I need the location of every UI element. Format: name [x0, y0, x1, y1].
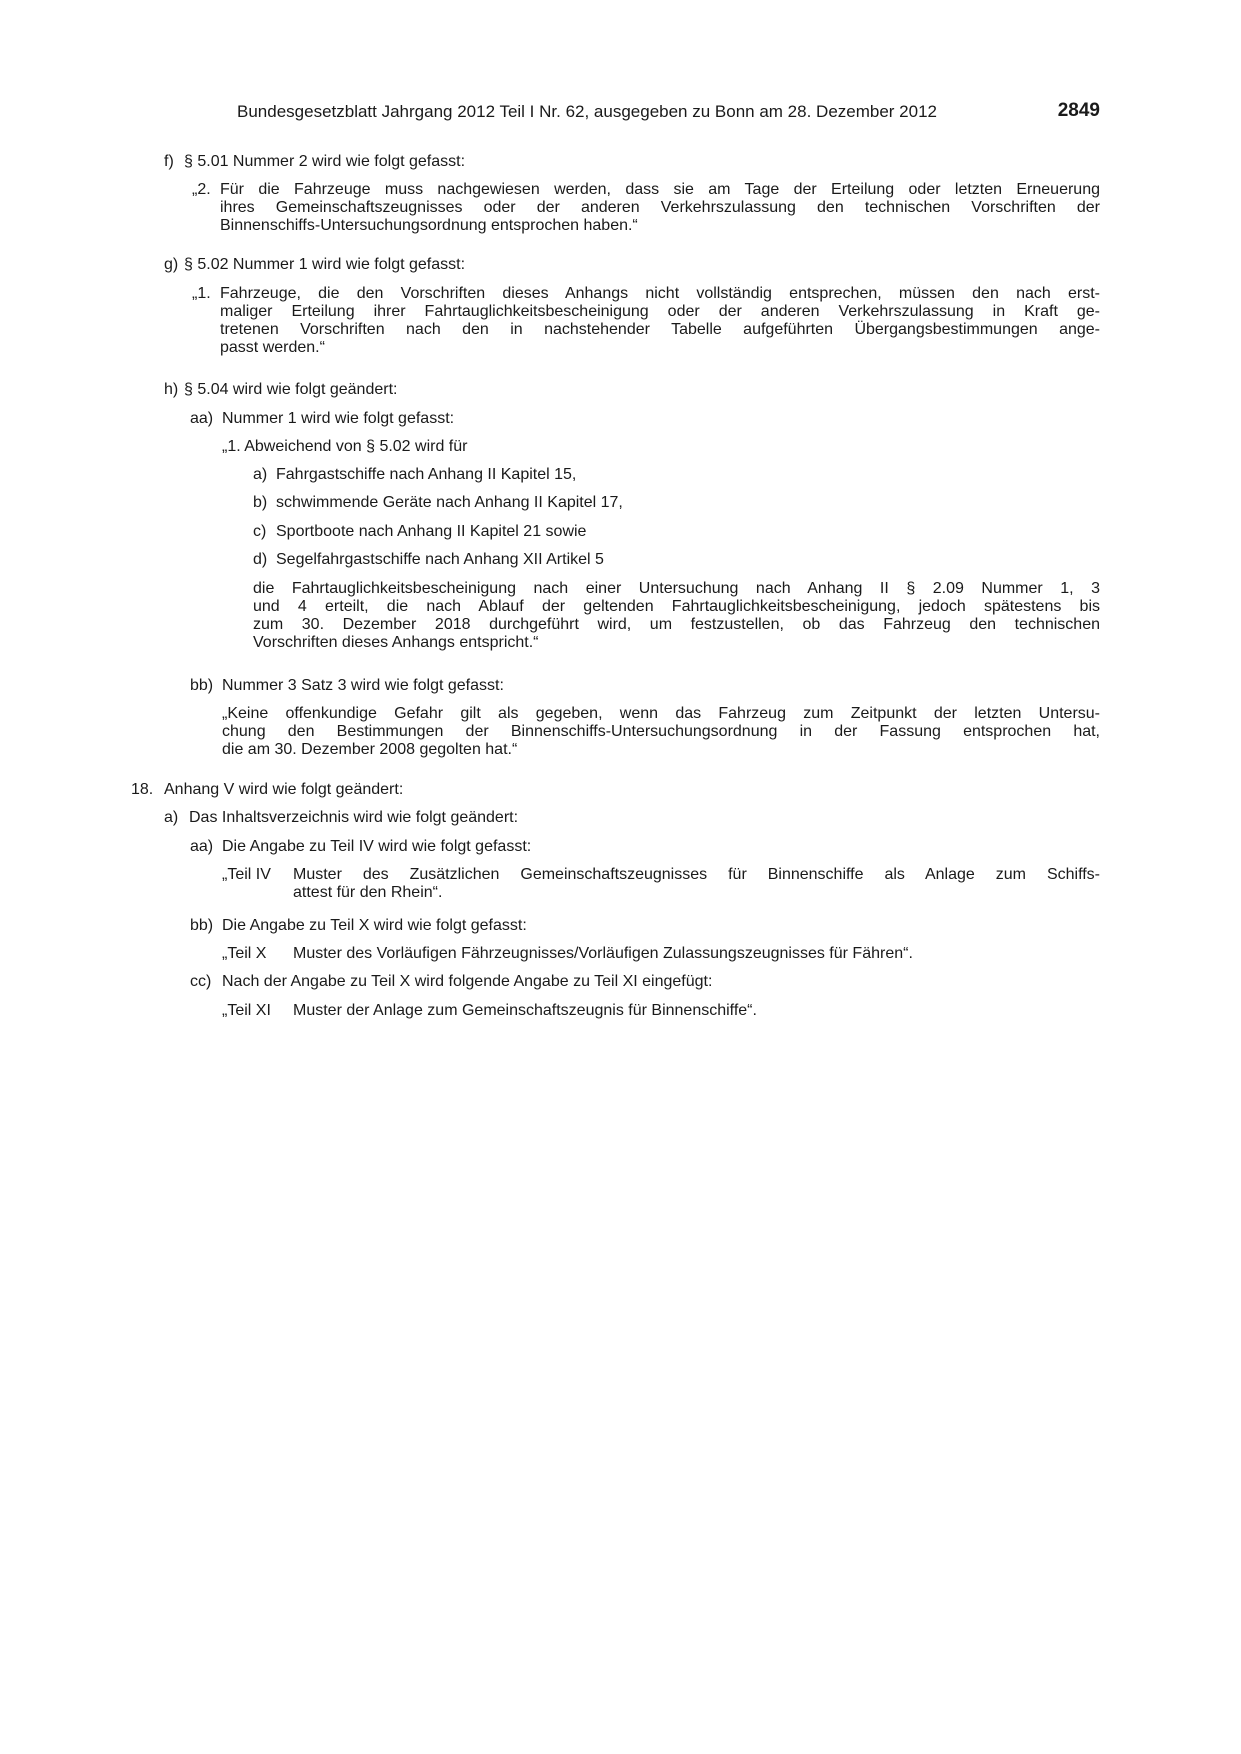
- sub-item-text: Fahrgastschiffe nach Anhang II Kapitel 15,: [276, 466, 577, 483]
- item-f-line: ihres Gemeinschaftszeugnisses oder der anderen Verkehrszulassung den technischen Vorschriften der: [220, 199, 1100, 216]
- item-g-quote-number: „1.: [192, 285, 211, 302]
- tail-line: zum 30. Dezember 2018 durchgeführt wird, um festzustellen, ob das Fahrzeug den technischen: [253, 616, 1100, 633]
- item-g-line: maliger Erteilung ihrer Fahrtauglichkeitsbescheinigung oder der anderen Verkehrszulassung in Kraft ge-: [220, 303, 1100, 320]
- item-18-marker: 18.: [131, 781, 154, 798]
- item-h-aa-tail: [253, 580, 1100, 652]
- item-h-marker: h): [164, 381, 179, 398]
- teil-x-text: Muster des Vorläufigen Fährzeugnisses/Vorläufigen Zulassungszeugnisses für Fähren“.: [293, 945, 913, 962]
- item-f-line: Binnenschiffs-Untersuchungsordnung entsprochen haben.“: [220, 217, 638, 234]
- item-g-heading: § 5.02 Nummer 1 wird wie folgt gefasst:: [184, 256, 466, 273]
- item-g-line: tretenen Vorschriften nach den in nachstehender Tabelle aufgeführten Übergangsbestimmungen ange-: [220, 321, 1100, 338]
- sub-item-text: schwimmende Geräte nach Anhang II Kapitel 17,: [276, 494, 623, 511]
- page-number: 2849: [1057, 100, 1100, 121]
- item-h-heading: § 5.04 wird wie folgt geändert:: [184, 381, 398, 398]
- teil-xi-text: Muster der Anlage zum Gemeinschaftszeugnis für Binnenschiffe“.: [293, 1002, 757, 1019]
- item-f-quote: [220, 181, 1100, 235]
- item-g-line: passt werden.“: [220, 339, 325, 356]
- header-title: Bundesgesetzblatt Jahrgang 2012 Teil I Nr. 62, ausgegeben zu Bonn am 28. Dezember 2012: [237, 102, 937, 121]
- item-g-line: Fahrzeuge, die den Vorschriften dieses Anhangs nicht vollständig entsprechen, müssen den nach erst-: [220, 285, 1100, 302]
- sub-item-marker: d): [253, 551, 268, 568]
- item-g-marker: g): [164, 256, 179, 273]
- teil-iv-line: Muster des Zusätzlichen Gemeinschaftszeugnisses für Binnenschiffe als Anlage zum Schiffs-: [293, 866, 1100, 883]
- sub-item-text: Sportboote nach Anhang II Kapitel 21 sowie: [276, 523, 587, 540]
- teil-xi-label: „Teil XI: [222, 1002, 271, 1019]
- teil-iv-line: attest für den Rhein“.: [293, 884, 443, 901]
- item-18-aa-marker: aa): [190, 838, 214, 855]
- bb-line: chung den Bestimmungen der Binnenschiffs-Untersuchungsordnung in der Fassung entsprochen hat,: [222, 723, 1100, 740]
- tail-line: die Fahrtauglichkeitsbescheinigung nach einer Untersuchung nach Anhang II § 2.09 Nummer 1, 3: [253, 580, 1100, 597]
- item-g-quote: [220, 285, 1100, 357]
- sub-item-marker: b): [253, 494, 268, 511]
- item-h-aa-heading: Nummer 1 wird wie folgt gefasst:: [222, 410, 455, 427]
- item-18-cc-marker: cc): [190, 973, 212, 990]
- item-h-bb-heading: Nummer 3 Satz 3 wird wie folgt gefasst:: [222, 677, 504, 694]
- item-18-a-marker: a): [164, 809, 179, 826]
- item-18-cc-heading: Nach der Angabe zu Teil X wird folgende Angabe zu Teil XI eingefügt:: [222, 973, 713, 990]
- sub-item-text: Segelfahrgastschiffe nach Anhang XII Artikel 5: [276, 551, 604, 568]
- bb-line: die am 30. Dezember 2008 gegolten hat.“: [222, 741, 518, 758]
- item-18-a-heading: Das Inhaltsverzeichnis wird wie folgt geändert:: [189, 809, 519, 826]
- tail-line: und 4 erteilt, die nach Ablauf der geltenden Fahrtauglichkeitsbescheinigung, jedoch spätestens bis: [253, 598, 1100, 615]
- item-18-bb-heading: Die Angabe zu Teil X wird wie folgt gefasst:: [222, 917, 527, 934]
- sub-item-marker: c): [253, 523, 267, 540]
- item-f-quote-number: „2.: [192, 181, 211, 198]
- item-h-aa-intro: „1. Abweichend von § 5.02 wird für: [222, 438, 468, 455]
- item-h-bb-marker: bb): [190, 677, 214, 694]
- tail-line: Vorschriften dieses Anhangs entspricht.“: [253, 634, 539, 651]
- item-h-aa-marker: aa): [190, 410, 214, 427]
- item-f-heading: § 5.01 Nummer 2 wird wie folgt gefasst:: [184, 153, 466, 170]
- teil-iv-text: [293, 866, 1100, 902]
- item-18-aa-heading: Die Angabe zu Teil IV wird wie folgt gefasst:: [222, 838, 532, 855]
- teil-iv-label: „Teil IV: [222, 866, 271, 883]
- item-18-bb-marker: bb): [190, 917, 214, 934]
- item-18-heading: Anhang V wird wie folgt geändert:: [164, 781, 404, 798]
- sub-item-marker: a): [253, 466, 268, 483]
- item-h-bb-quote: [222, 705, 1100, 759]
- teil-x-label: „Teil X: [222, 945, 267, 962]
- item-f-marker: f): [164, 153, 174, 170]
- item-f-line: Für die Fahrzeuge muss nachgewiesen werden, dass sie am Tage der Erteilung oder letzten Erneuerung: [220, 181, 1100, 198]
- bb-line: „Keine offenkundige Gefahr gilt als gegeben, wenn das Fahrzeug zum Zeitpunkt der letzten Untersu-: [222, 705, 1100, 722]
